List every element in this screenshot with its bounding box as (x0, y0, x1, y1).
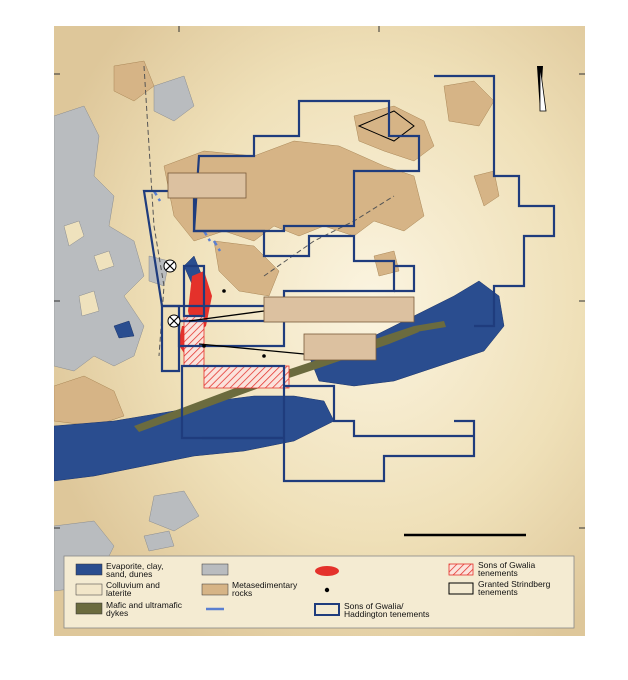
legend-label-sog: Sons of Gwalia tenements (478, 560, 536, 578)
legend-label-mafic: Mafic and ultramafic dykes (106, 600, 183, 618)
legend-swatch-evaporite (76, 564, 102, 575)
legend-swatch-sog (449, 564, 473, 575)
sons-of-gwalia-tenement (204, 366, 289, 388)
legend-swatch-alluvial (315, 566, 339, 576)
legend-swatch-mafic (76, 603, 102, 614)
legend-label-colluvium: Colluvium and laterite (106, 580, 160, 598)
mine-symbol-1 (164, 260, 176, 272)
legend (64, 556, 574, 628)
legend-label-metasediment: Metasedimentary rocks (232, 580, 298, 598)
legend-swatch-metasediment (202, 584, 228, 595)
legend-swatch-sample (325, 588, 329, 592)
madoonia-prospect-box (168, 173, 246, 198)
sons-of-gwalia-tenement-2 (184, 316, 204, 366)
legend-label-evaporite: Evaporite, clay, sand, dunes (106, 561, 164, 579)
legend-label-sog-haddington: Sons of Gwalia/ Haddington tenements (344, 601, 430, 619)
mine-symbol-2 (168, 315, 180, 327)
legend-swatch-colluvium (76, 584, 102, 595)
legend-swatch-granitoid (202, 564, 228, 575)
geology-map (54, 26, 585, 636)
legend-label-strindberg: Granted Strindberg tenements (478, 579, 551, 597)
